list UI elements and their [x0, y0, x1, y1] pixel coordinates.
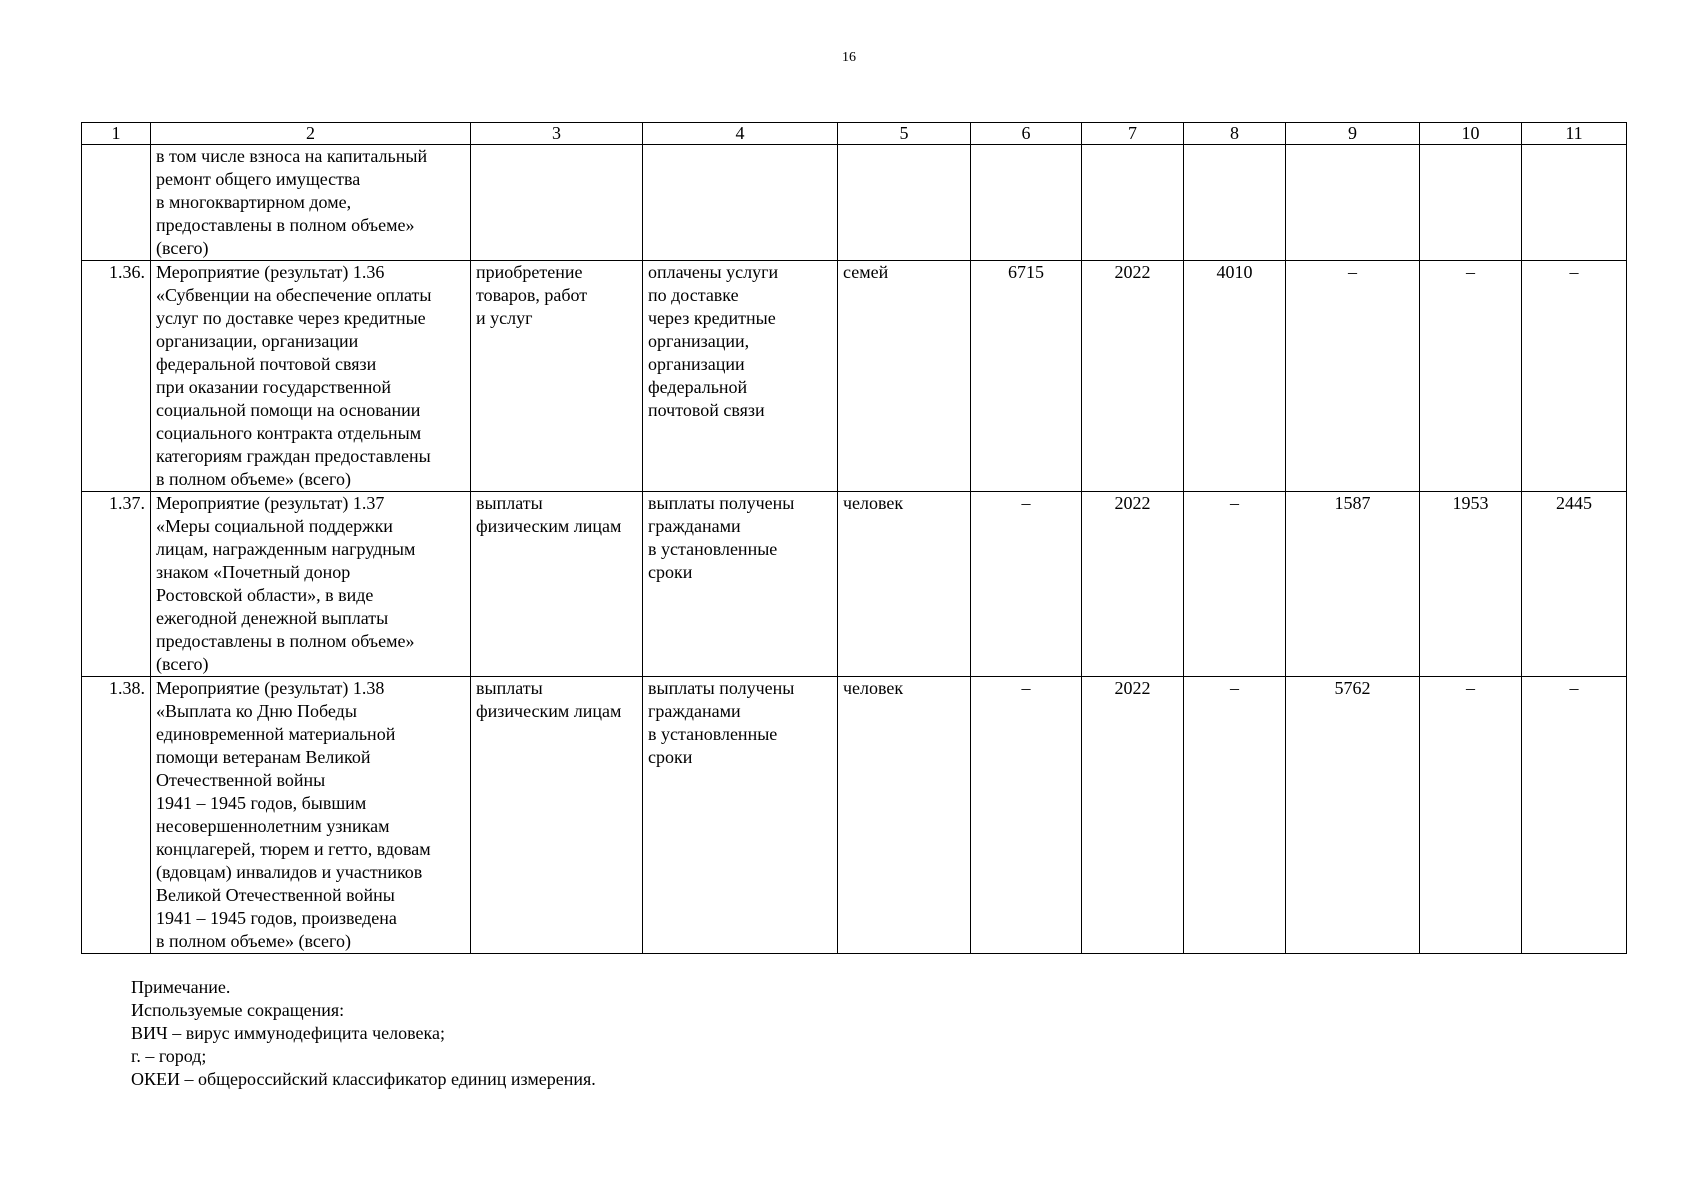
column-header: 1 — [82, 123, 151, 145]
cell-col-1: 1.37. — [82, 492, 151, 677]
page-number: 16 — [842, 50, 856, 65]
cell-line: (всего) — [156, 654, 209, 674]
cell-line: знаком «Почетный донор — [156, 562, 351, 582]
cell-col-5: семей — [838, 261, 971, 492]
cell-line: по доставке — [648, 285, 739, 305]
column-header: 10 — [1420, 123, 1522, 145]
cell-col-10: – — [1420, 677, 1522, 954]
cell-col-3 — [471, 492, 643, 677]
cell-col-4 — [643, 492, 838, 677]
cell-line: в многоквартирном доме, — [156, 192, 352, 212]
cell-line: оплачены услуги — [648, 262, 779, 282]
cell-col-1 — [82, 145, 151, 261]
cell-col-9 — [1286, 145, 1420, 261]
cell-line: «Меры социальной поддержки — [156, 516, 393, 536]
cell-col-7: 2022 — [1082, 492, 1184, 677]
table-row — [82, 145, 1627, 261]
cell-line: (всего) — [156, 238, 209, 258]
cell-line: организации, — [648, 331, 750, 351]
cell-line: в полном объеме» (всего) — [156, 469, 351, 489]
note-line: ВИЧ – вирус иммунодефицита человека; — [131, 1023, 445, 1043]
column-header: 4 — [643, 123, 838, 145]
cell-line: Ростовской области», в виде — [156, 585, 374, 605]
cell-col-6 — [971, 145, 1082, 261]
column-header: 6 — [971, 123, 1082, 145]
cell-col-4 — [643, 145, 838, 261]
column-header: 3 — [471, 123, 643, 145]
cell-line: социальной помощи на основании — [156, 400, 421, 420]
cell-line: Мероприятие (результат) 1.36 — [156, 262, 385, 282]
cell-col-5 — [838, 145, 971, 261]
note-line: Используемые сокращения: — [131, 1000, 345, 1020]
table-row — [82, 677, 1627, 954]
cell-line: предоставлены в полном объеме» — [156, 215, 415, 235]
cell-line: и услуг — [476, 308, 533, 328]
cell-col-3 — [471, 261, 643, 492]
cell-line: организации, организации — [156, 331, 359, 351]
cell-line: ежегодной денежной выплаты — [156, 608, 389, 628]
cell-line: в том числе взноса на капитальный — [156, 146, 428, 166]
cell-line: Мероприятие (результат) 1.38 — [156, 678, 385, 698]
table-header-row — [82, 123, 1627, 145]
note-line: г. – город; — [131, 1046, 207, 1066]
cell-line: выплаты получены — [648, 493, 795, 513]
cell-line: лицам, награжденным нагрудным — [156, 539, 416, 559]
cell-line: выплаты — [476, 493, 543, 513]
results-table — [81, 122, 1627, 954]
cell-line: физическим лицам — [476, 516, 622, 536]
cell-col-2 — [151, 145, 471, 261]
cell-line: через кредитные — [648, 308, 776, 328]
cell-line: приобретение — [476, 262, 583, 282]
cell-col-2 — [151, 261, 471, 492]
cell-col-8: – — [1184, 677, 1286, 954]
column-header: 9 — [1286, 123, 1420, 145]
cell-line: помощи ветеранам Великой — [156, 747, 371, 767]
cell-line: физическим лицам — [476, 701, 622, 721]
cell-col-4 — [643, 261, 838, 492]
cell-col-7: 2022 — [1082, 261, 1184, 492]
cell-col-6: 6715 — [971, 261, 1082, 492]
cell-line: категориям граждан предоставлены — [156, 446, 431, 466]
note-title: Примечание. — [131, 977, 231, 997]
cell-line: предоставлены в полном объеме» — [156, 631, 415, 651]
cell-col-6: – — [971, 492, 1082, 677]
cell-col-10: 1953 — [1420, 492, 1522, 677]
cell-line: федеральной — [648, 377, 748, 397]
cell-line: несовершеннолетним узникам — [156, 816, 390, 836]
cell-col-11: 2445 — [1522, 492, 1627, 677]
column-header: 8 — [1184, 123, 1286, 145]
cell-line: почтовой связи — [648, 400, 765, 420]
cell-line: организации — [648, 354, 745, 374]
cell-col-11: – — [1522, 261, 1627, 492]
cell-col-9: 5762 — [1286, 677, 1420, 954]
cell-line: услуг по доставке через кредитные — [156, 308, 426, 328]
cell-col-8: – — [1184, 492, 1286, 677]
cell-col-9: – — [1286, 261, 1420, 492]
cell-line: «Субвенции на обеспечение оплаты — [156, 285, 432, 305]
cell-col-1: 1.38. — [82, 677, 151, 954]
cell-line: социального контракта отдельным — [156, 423, 422, 443]
cell-line: концлагерей, тюрем и гетто, вдовам — [156, 839, 431, 859]
cell-line: федеральной почтовой связи — [156, 354, 377, 374]
cell-line: (вдовцам) инвалидов и участников — [156, 862, 423, 882]
cell-line: сроки — [648, 562, 693, 582]
cell-line: сроки — [648, 747, 693, 767]
table-row — [82, 492, 1627, 677]
cell-line: в полном объеме» (всего) — [156, 931, 351, 951]
cell-col-11: – — [1522, 677, 1627, 954]
notes-block — [131, 976, 596, 1091]
cell-line: гражданами — [648, 701, 741, 721]
cell-col-5: человек — [838, 677, 971, 954]
column-header: 5 — [838, 123, 971, 145]
cell-col-1: 1.36. — [82, 261, 151, 492]
cell-col-10 — [1420, 145, 1522, 261]
cell-line: Великой Отечественной войны — [156, 885, 395, 905]
note-line: ОКЕИ – общероссийский классификатор единиц измерения. — [131, 1069, 596, 1089]
cell-col-6: – — [971, 677, 1082, 954]
cell-line: в установленные — [648, 539, 778, 559]
cell-line: товаров, работ — [476, 285, 588, 305]
cell-col-2 — [151, 492, 471, 677]
cell-line: 1941 – 1945 годов, бывшим — [156, 793, 367, 813]
cell-col-3 — [471, 145, 643, 261]
cell-col-3 — [471, 677, 643, 954]
cell-line: выплаты получены — [648, 678, 795, 698]
cell-line: Отечественной войны — [156, 770, 326, 790]
column-header: 2 — [151, 123, 471, 145]
cell-col-7 — [1082, 145, 1184, 261]
cell-col-4 — [643, 677, 838, 954]
cell-line: при оказании государственной — [156, 377, 392, 397]
cell-line: гражданами — [648, 516, 741, 536]
cell-line: «Выплата ко Дню Победы — [156, 701, 357, 721]
column-header: 7 — [1082, 123, 1184, 145]
cell-col-5: человек — [838, 492, 971, 677]
cell-line: в установленные — [648, 724, 778, 744]
cell-col-8 — [1184, 145, 1286, 261]
cell-line: Мероприятие (результат) 1.37 — [156, 493, 385, 513]
cell-col-7: 2022 — [1082, 677, 1184, 954]
cell-col-2 — [151, 677, 471, 954]
cell-col-10: – — [1420, 261, 1522, 492]
column-header: 11 — [1522, 123, 1627, 145]
cell-col-9: 1587 — [1286, 492, 1420, 677]
table-row — [82, 261, 1627, 492]
cell-line: ремонт общего имущества — [156, 169, 361, 189]
cell-line: выплаты — [476, 678, 543, 698]
cell-col-8: 4010 — [1184, 261, 1286, 492]
cell-line: единовременной материальной — [156, 724, 396, 744]
cell-line: 1941 – 1945 годов, произведена — [156, 908, 397, 928]
cell-col-11 — [1522, 145, 1627, 261]
